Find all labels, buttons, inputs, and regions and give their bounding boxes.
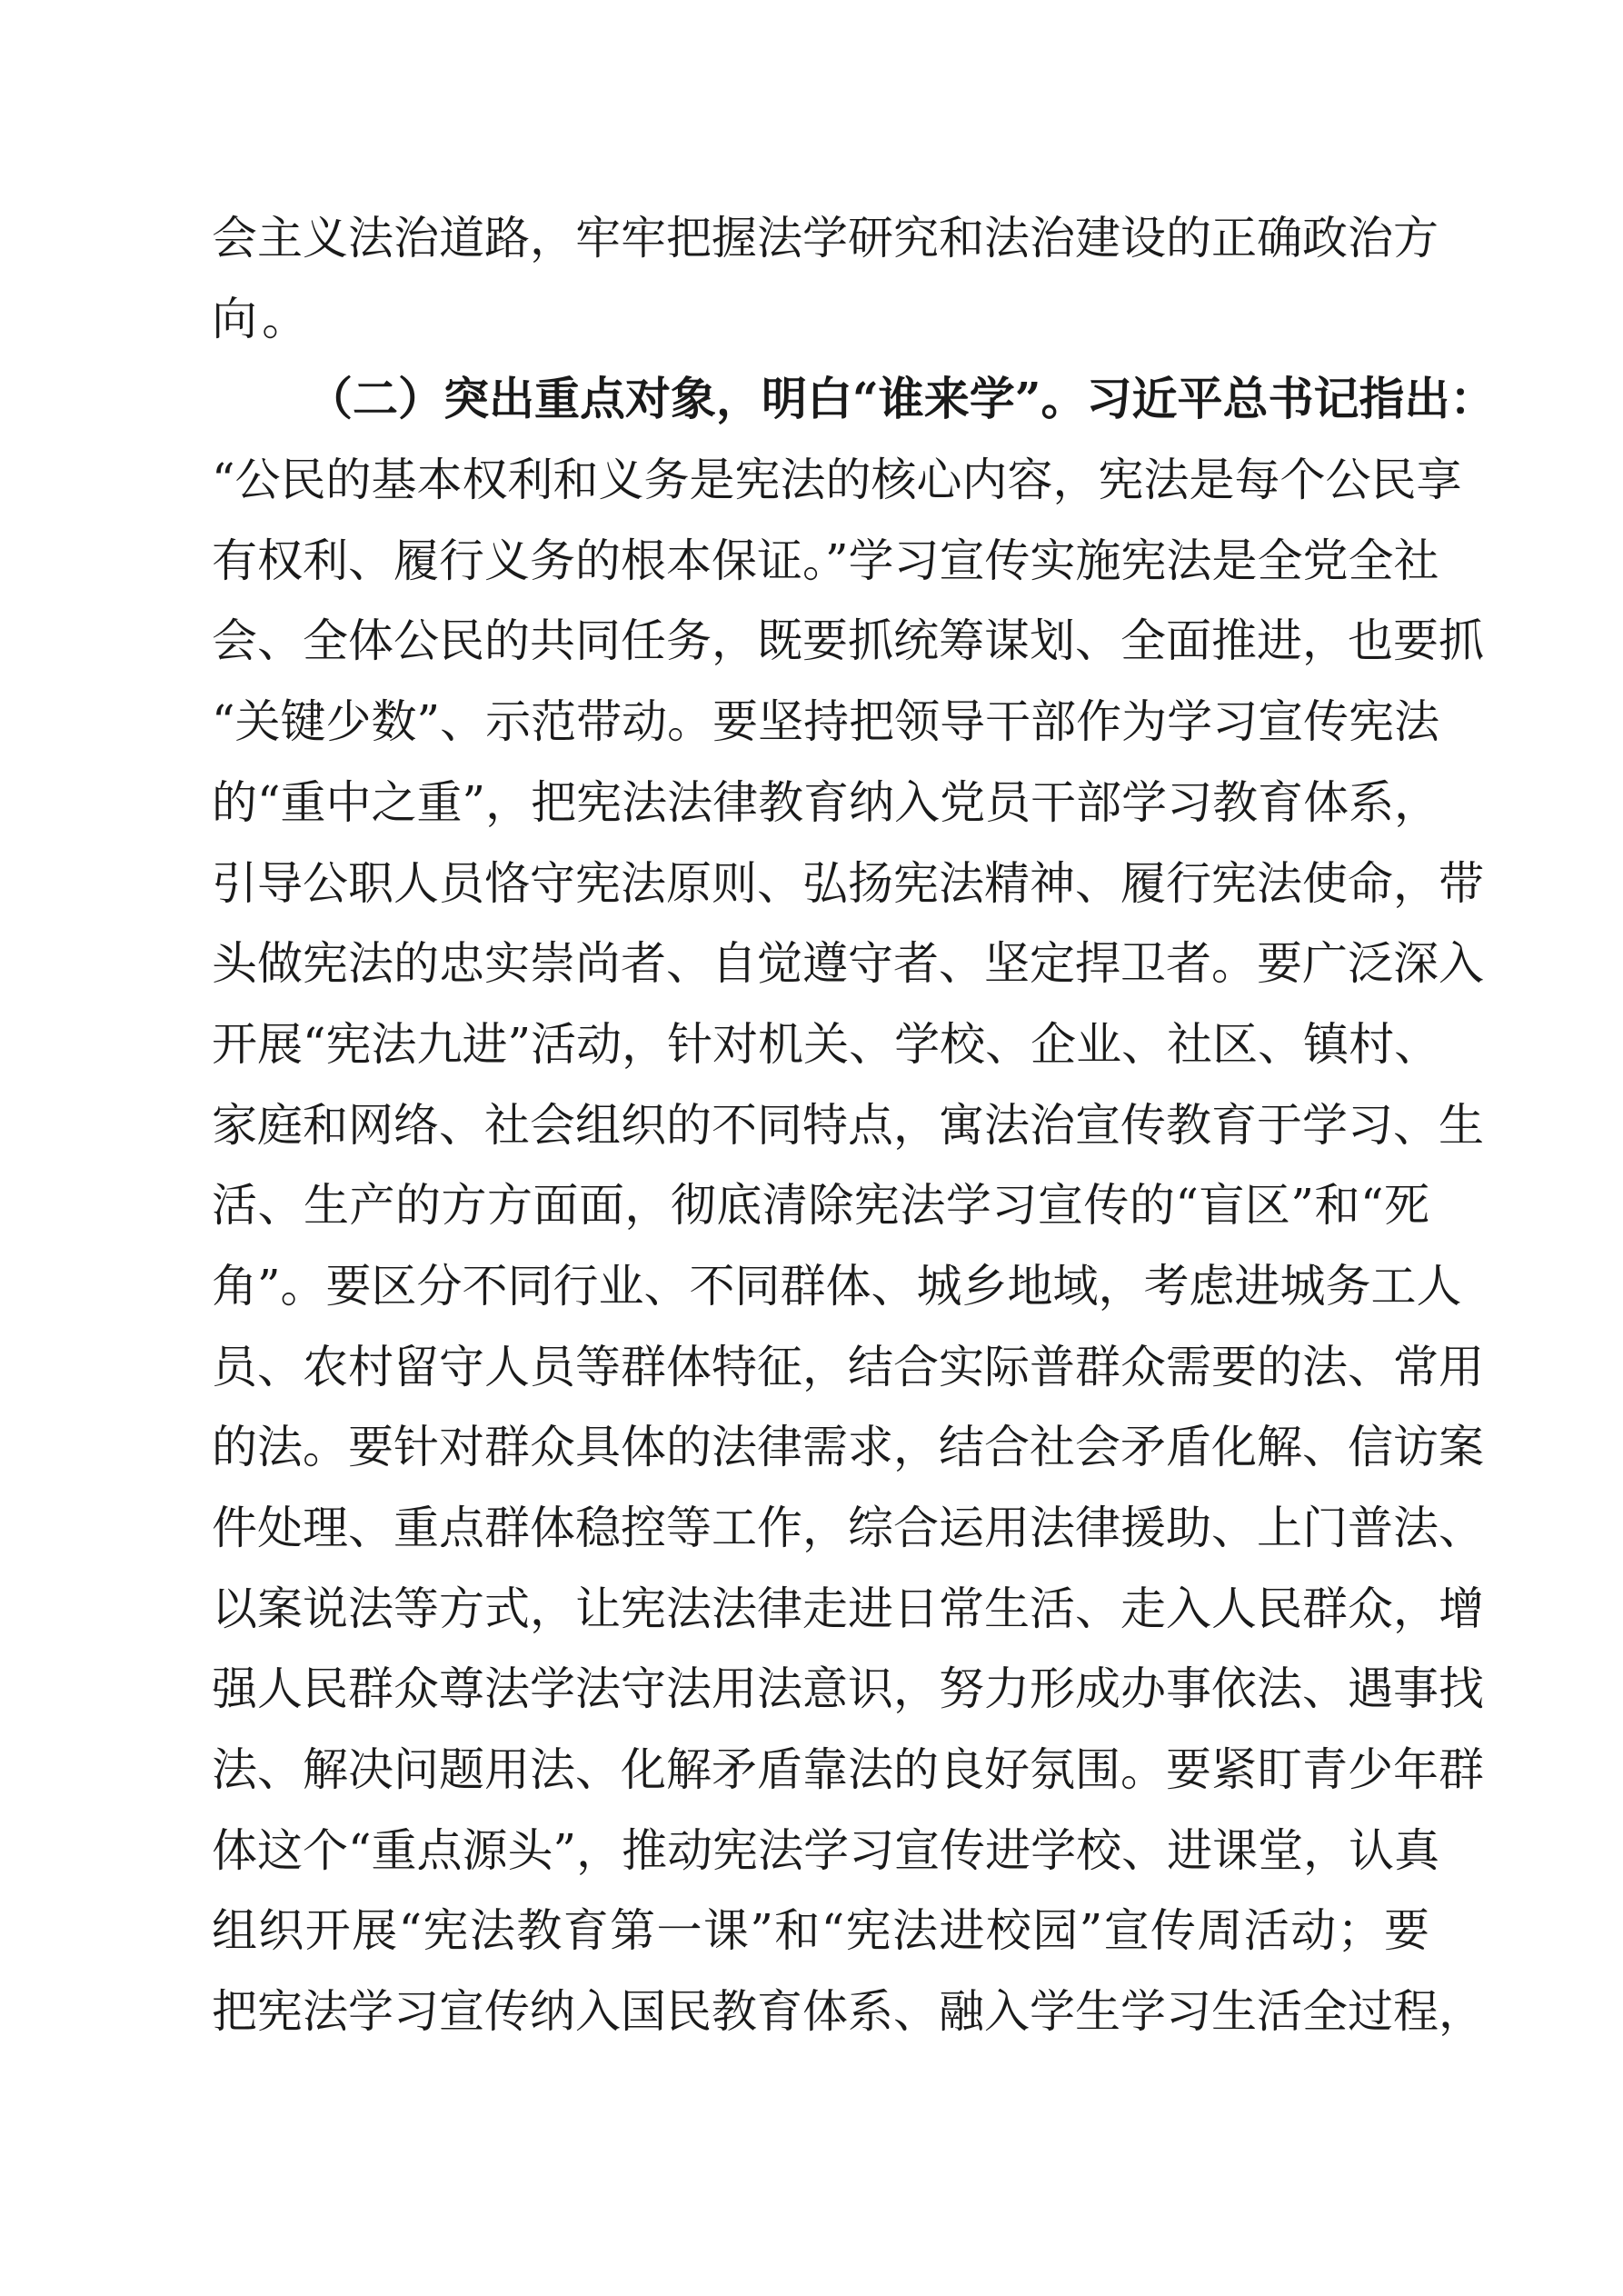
text-line-22: 组织开展“宪法教育第一课”和“宪法进校园”宣传周活动；要 xyxy=(212,1904,1429,1958)
text-line-21: 体这个“重点源头”，推动宪法学习宣传进学校、进课堂，认真 xyxy=(212,1823,1440,1877)
text-line-15: 员、农村留守人员等群体特征，结合实际普群众需要的法、常用 xyxy=(212,1340,1484,1393)
section-heading-line: （二）突出重点对象，明白“谁来学”。习近平总书记指出： xyxy=(307,372,1496,426)
text-line-16: 的法。要针对群众具体的法律需求，结合社会矛盾化解、信访案 xyxy=(212,1421,1484,1474)
text-line-2: 向。 xyxy=(212,292,313,345)
text-line-6: 会、全体公民的共同任务，既要抓统筹谋划、全面推进，也要抓 xyxy=(212,614,1484,668)
text-line-1: 会主义法治道路，牢牢把握法学研究和法治建设的正确政治方 xyxy=(212,212,1439,265)
text-line-13: 活、生产的方方面面，彻底清除宪法学习宣传的“盲区”和“死 xyxy=(212,1179,1429,1233)
text-line-20: 法、解决问题用法、化解矛盾靠法的良好氛围。要紧盯青少年群 xyxy=(212,1743,1484,1797)
text-line-17: 件处理、重点群体稳控等工作，综合运用法律援助、上门普法、 xyxy=(212,1502,1484,1554)
text-line-4: “公民的基本权利和义务是宪法的核心内容，宪法是每个公民享 xyxy=(212,454,1462,507)
text-line-8: 的“重中之重”，把宪法法律教育纳入党员干部学习教育体系， xyxy=(212,775,1440,829)
text-line-19: 强人民群众尊法学法守法用法意识，努力形成办事依法、遇事找 xyxy=(212,1662,1484,1716)
text-line-5: 有权利、履行义务的根本保证。”学习宣传实施宪法是全党全社 xyxy=(212,534,1439,587)
body-text xyxy=(212,198,1496,2052)
text-line-12: 家庭和网络、社会组织的不同特点，寓法治宣传教育于学习、生 xyxy=(212,1098,1484,1152)
text-line-7: “关键少数”、示范带动。要坚持把领导干部作为学习宣传宪法 xyxy=(212,695,1440,749)
text-line-18: 以案说法等方式，让宪法法律走进日常生活、走入人民群众，增 xyxy=(212,1582,1484,1635)
text-line-14: 角”。要区分不同行业、不同群体、城乡地域，考虑进城务工人 xyxy=(212,1259,1462,1313)
text-line-11: 开展“宪法九进”活动，针对机关、学校、企业、社区、镇村、 xyxy=(212,1017,1440,1071)
text-line-23: 把宪法学习宣传纳入国民教育体系、融入学生学习生活全过程， xyxy=(212,1985,1484,2039)
text-line-10: 头做宪法的忠实崇尚者、自觉遵守者、坚定捍卫者。要广泛深入 xyxy=(212,937,1484,991)
text-line-9: 引导公职人员恪守宪法原则、弘扬宪法精神、履行宪法使命，带 xyxy=(212,856,1484,910)
